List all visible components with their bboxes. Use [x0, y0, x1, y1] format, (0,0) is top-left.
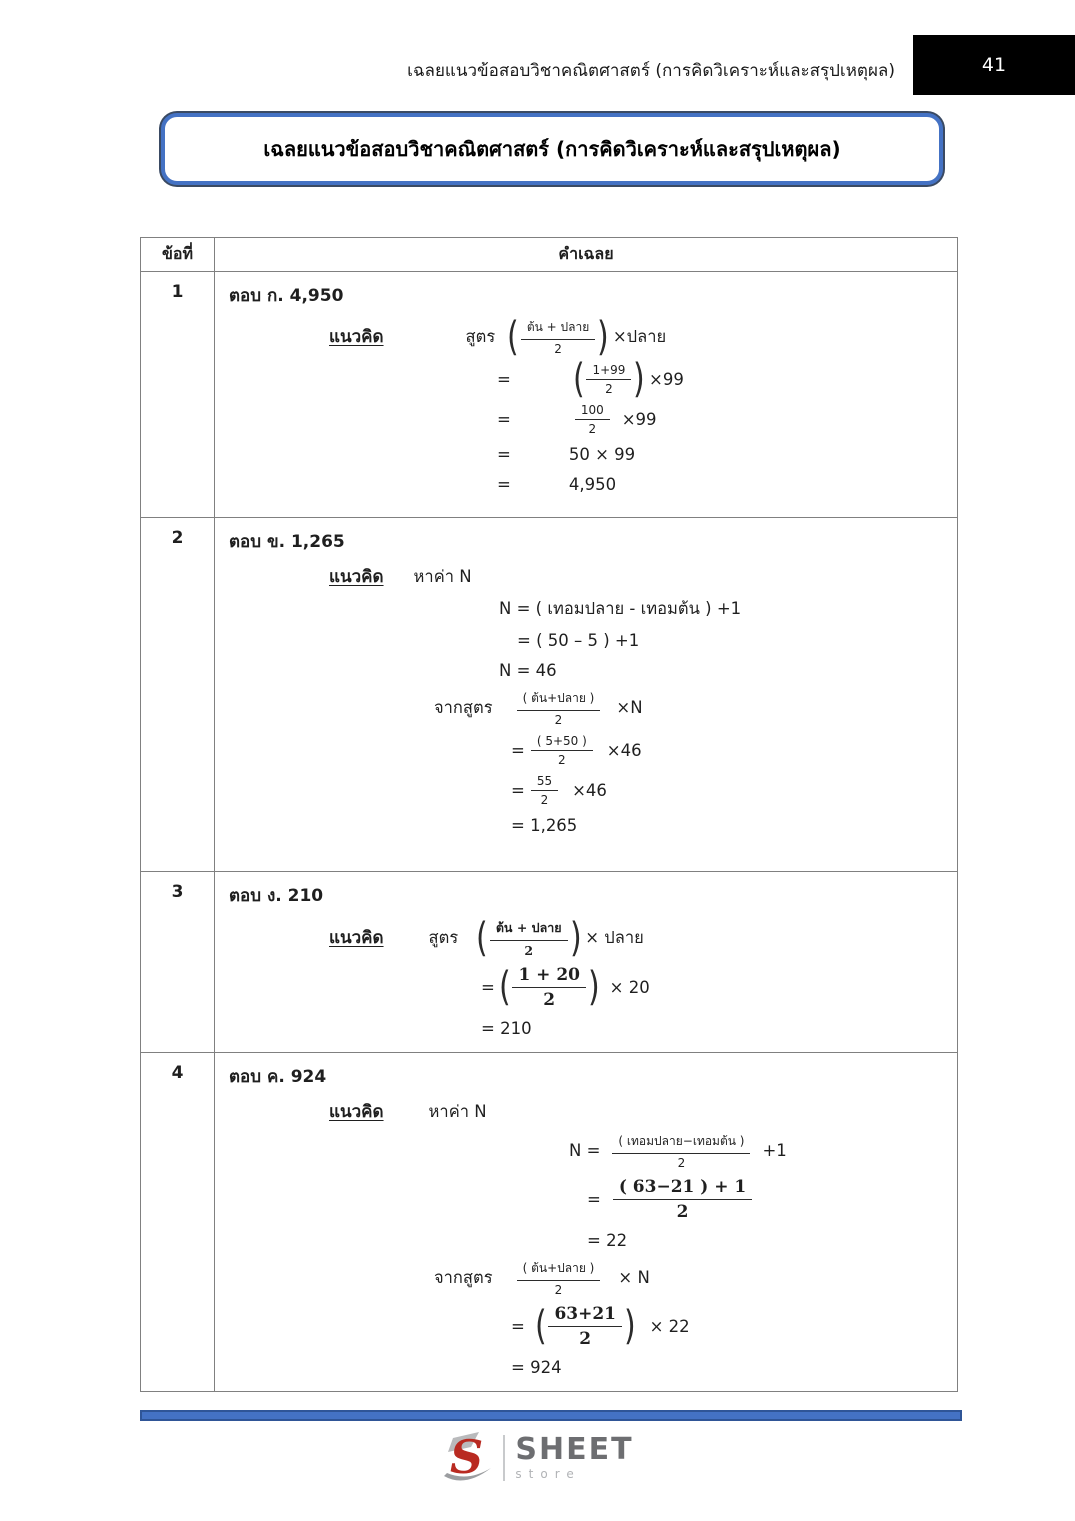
table-body: [141, 272, 957, 1391]
math-line: [329, 1098, 945, 1125]
fraction: [610, 1131, 752, 1170]
math-text: N = 46: [499, 660, 557, 680]
fraction-denominator: 2: [579, 1329, 592, 1349]
math-text: =: [497, 474, 511, 494]
question-number: 4: [171, 1063, 184, 1083]
fraction: [611, 1176, 754, 1222]
math-text: จากสูตร: [434, 1267, 493, 1287]
open-paren: (: [498, 964, 511, 1010]
math-text: =: [587, 1189, 601, 1209]
table-header-row: [141, 238, 957, 272]
math-line: [481, 964, 945, 1010]
table-row: [141, 872, 957, 1053]
column-header-answer: คำเฉลย: [558, 244, 614, 263]
math-text: จากสูตร: [434, 697, 493, 717]
math-text: × 20: [609, 977, 650, 997]
fraction-body: [512, 964, 586, 1010]
fraction: [515, 688, 603, 727]
logo-s-icon: [441, 1430, 495, 1486]
math-text: N =: [569, 1141, 601, 1160]
math-line: [497, 442, 945, 466]
fraction-denominator: 2: [605, 382, 613, 396]
question-number-cell: [141, 272, 215, 517]
math-line: [497, 356, 945, 402]
logo-text-column: [515, 1432, 634, 1481]
spacer: [606, 1277, 618, 1278]
fraction-body: [531, 733, 593, 767]
title-box-text: เฉลยแนวข้อสอบวิชาคณิตศาสตร์ (การคิดวิเคราะห์และสรุปเหตุผล): [263, 137, 841, 161]
answer-text: ตอบ ค. 924: [229, 1067, 327, 1087]
method-label: แนวคิด: [329, 567, 384, 587]
math-line: [329, 563, 945, 590]
fraction-denominator: 2: [588, 422, 597, 436]
math-line: [511, 813, 945, 837]
fraction-numerator: ( 5+50 ): [531, 733, 593, 751]
math-text: ×N: [616, 698, 643, 717]
fraction: [529, 733, 595, 767]
fraction: [476, 914, 582, 961]
math-text: ×99: [649, 369, 684, 389]
column-header-question-no: ข้อที่: [141, 238, 215, 271]
close-paren: ): [633, 356, 646, 402]
close-paren: ): [623, 1303, 636, 1349]
answer-text: ตอบ ง. 210: [229, 886, 324, 906]
fraction-denominator: 2: [554, 1283, 563, 1297]
fraction: [515, 1258, 603, 1297]
page-number-box: [913, 35, 1075, 95]
spacer: [511, 379, 569, 380]
fraction-numerator: ( ต้น+ปลาย ): [517, 688, 601, 711]
title-box: [161, 113, 943, 185]
fraction: [572, 356, 646, 402]
close-paren: ): [569, 914, 582, 961]
fraction: [573, 402, 612, 436]
math-text: หาค่า N: [428, 1101, 487, 1121]
spacer: [384, 937, 429, 938]
fraction-body: [490, 917, 568, 958]
answer-table: [140, 237, 958, 1392]
fraction-numerator: ต้น + ปลาย: [521, 317, 595, 340]
math-text: ×46: [606, 740, 642, 760]
logo-name: SHEET: [515, 1432, 634, 1467]
answer-cell: [215, 518, 957, 871]
spacer: [493, 707, 511, 708]
fraction: [507, 313, 609, 360]
fraction-numerator: 100: [575, 402, 610, 420]
fraction-body: [517, 1258, 601, 1297]
spacer: [495, 336, 503, 337]
spacer: [606, 707, 616, 708]
spacer: [601, 1199, 607, 1200]
math-text: สูตร: [428, 927, 459, 947]
math-text: =: [511, 740, 525, 760]
math-line: [569, 1131, 945, 1170]
method-label: แนวคิด: [329, 1102, 384, 1122]
fraction-numerator: 1+99: [586, 362, 631, 380]
math-text: ×46: [572, 780, 607, 800]
method-label: แนวคิด: [329, 327, 384, 347]
fraction-body: [521, 317, 595, 356]
fraction-numerator: 1 + 20: [512, 964, 586, 988]
math-line: [499, 596, 945, 622]
answer-text: ตอบ ข. 1,265: [229, 532, 345, 552]
math-text: = 210: [481, 1018, 532, 1038]
open-paren: (: [534, 1303, 547, 1349]
spacer: [458, 937, 472, 938]
math-line: [511, 773, 945, 807]
math-line: [497, 472, 945, 496]
math-text: หาค่า N: [413, 566, 472, 586]
math-line: [434, 1258, 945, 1297]
logo-subname: store: [515, 1467, 581, 1481]
logo-divider: [503, 1435, 505, 1481]
math-text: ×99: [621, 409, 657, 429]
table-row: [141, 518, 957, 872]
math-text: × N: [618, 1268, 650, 1287]
fraction-numerator: ( 63−21 ) + 1: [613, 1176, 752, 1200]
math-text: =: [481, 977, 495, 997]
question-number-cell: [141, 1053, 215, 1391]
spacer: [384, 1111, 429, 1112]
fraction: [529, 773, 560, 807]
spacer: [511, 419, 569, 420]
math-text: =: [497, 369, 511, 389]
math-line: [511, 1303, 945, 1349]
math-text: × 22: [649, 1316, 690, 1336]
question-number: 3: [171, 882, 184, 902]
math-line: [329, 914, 945, 961]
math-text: +1: [762, 1141, 787, 1160]
question-number-cell: [141, 872, 215, 1052]
spacer: [599, 750, 607, 751]
page-header-title: เฉลยแนวข้อสอบวิชาคณิตศาสตร์ (การคิดวิเคราะห์และสรุปเหตุผล): [407, 61, 895, 81]
math-line: [587, 1228, 945, 1252]
open-paren: (: [507, 313, 519, 360]
fraction-body: [586, 362, 631, 396]
fraction-numerator: ( เทอมปลาย−เทอมต้น ): [612, 1131, 750, 1154]
math-text: = 1,265: [511, 815, 578, 835]
math-line: [481, 1016, 945, 1040]
table-row: [141, 272, 957, 518]
open-paren: (: [572, 356, 585, 402]
fraction: [535, 1303, 636, 1349]
spacer: [511, 454, 569, 455]
close-paren: ): [587, 964, 600, 1010]
fraction-denominator: 2: [540, 793, 549, 807]
spacer: [564, 790, 572, 791]
math-line: [587, 1176, 945, 1222]
answer-cell: [215, 1053, 957, 1391]
math-line: [434, 688, 945, 727]
math-line: [517, 628, 945, 652]
math-text: N = ( เทอมปลาย - เทอมต้น ) +1: [499, 599, 742, 618]
spacer: [600, 1150, 606, 1151]
fraction-numerator: 55: [531, 773, 558, 791]
fraction-denominator: 2: [557, 753, 566, 767]
math-line: [329, 313, 945, 360]
fraction-numerator: 63+21: [548, 1303, 622, 1327]
math-text: =: [511, 1316, 525, 1336]
fraction-denominator: 2: [676, 1202, 689, 1222]
method-label: แนวคิด: [329, 928, 384, 948]
fraction-body: [517, 688, 601, 727]
page-number: 41: [981, 54, 1007, 76]
fraction-denominator: 2: [554, 342, 562, 356]
spacer: [493, 1277, 511, 1278]
math-text: = 22: [587, 1230, 628, 1250]
fraction-body: [531, 773, 558, 807]
question-number-cell: [141, 518, 215, 871]
spacer: [511, 484, 569, 485]
math-text: =: [511, 780, 525, 800]
fraction-numerator: ( ต้น+ปลาย ): [517, 1258, 601, 1281]
answer-text: ตอบ ก. 4,950: [229, 286, 344, 306]
footer-divider-bar: [140, 1410, 962, 1421]
fraction-body: [575, 402, 610, 436]
svg-text:S: S: [450, 1430, 484, 1484]
spacer: [384, 336, 466, 337]
math-line: [511, 733, 945, 767]
math-text: = 924: [511, 1357, 562, 1377]
math-text: × ปลาย: [585, 927, 644, 947]
fraction: [499, 964, 600, 1010]
math-text: 50 × 99: [568, 444, 636, 464]
fraction-numerator: ต้น + ปลาย: [490, 917, 568, 941]
question-number: 1: [171, 282, 184, 302]
math-line: [499, 658, 945, 682]
fraction-body: [613, 1176, 752, 1222]
math-text: 4,950: [568, 474, 617, 494]
fraction-denominator: 2: [543, 990, 556, 1010]
sheet-store-logo: [0, 1430, 1075, 1486]
math-line: [511, 1355, 945, 1379]
spacer: [384, 576, 414, 577]
fraction-body: [548, 1303, 622, 1349]
fraction-denominator: 2: [554, 713, 563, 727]
logo-inner: [441, 1430, 633, 1486]
spacer: [525, 1326, 531, 1327]
fraction-body: [612, 1131, 750, 1170]
answer-cell: [215, 872, 957, 1052]
question-number: 2: [171, 528, 184, 548]
math-text: =: [497, 444, 511, 464]
close-paren: ): [597, 313, 609, 360]
fraction-denominator: 2: [677, 1156, 686, 1170]
math-text: ×ปลาย: [612, 326, 667, 346]
math-text: สูตร: [465, 326, 496, 346]
math-text: =: [497, 409, 511, 429]
answer-cell: [215, 272, 957, 517]
open-paren: (: [476, 914, 488, 961]
spacer: [640, 1326, 650, 1327]
math-line: [497, 402, 945, 436]
fraction-denominator: 2: [524, 943, 534, 958]
table-row: [141, 1053, 957, 1391]
math-text: = ( 50 – 5 ) +1: [517, 630, 640, 650]
